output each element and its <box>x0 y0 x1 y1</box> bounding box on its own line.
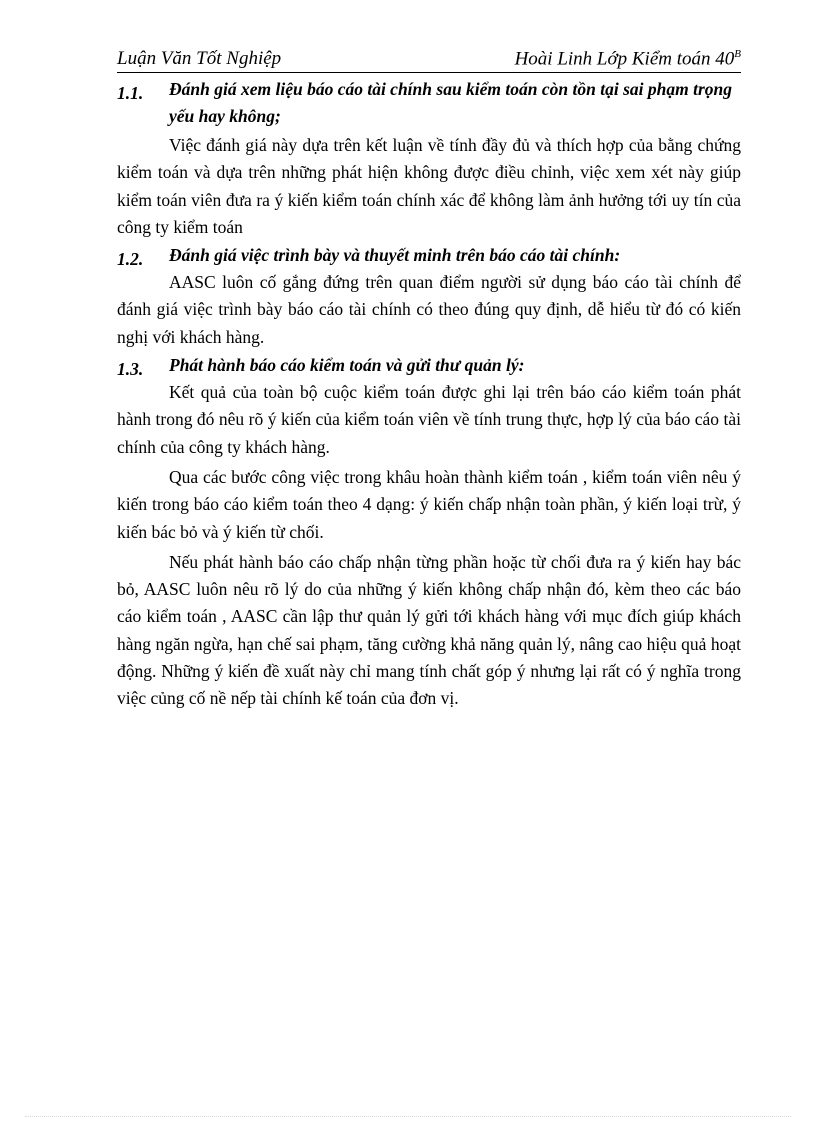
section-heading <box>117 242 741 269</box>
section-1-2 <box>117 242 741 351</box>
section-number: 1.2. <box>117 249 144 270</box>
section-1-1 <box>117 76 741 241</box>
header-left-text: Luận Văn Tốt Nghiệp <box>117 48 282 69</box>
paragraph: AASC luôn cố gắng đứng trên quan điểm người sử dụng báo cáo tài chính để đánh giá việc trình bày báo cáo tài chính có theo đúng quy định, dễ hiểu từ đó có kiến nghị với khách hàng. <box>117 272 741 347</box>
section-1-3 <box>117 352 741 713</box>
document-body <box>117 72 741 713</box>
paragraph: Qua các bước công việc trong khâu hoàn thành kiểm toán , kiểm toán viên nêu ý kiến trong báo cáo kiểm toán theo 4 dạng: ý kiến chấp nhận toàn phần, ý kiến loại trừ, ý kiến bác bỏ và ý kiến từ chối. <box>117 466 741 542</box>
section-number: 1.1. <box>117 83 144 103</box>
paragraph: Kết quả của toàn bộ cuộc kiểm toán được ghi lại trên báo cáo kiểm toán phát hành trong đó nêu rõ ý kiến của kiểm toán viên về tính trung thực, hợp lý của báo cáo tài chính của công ty khách hàng. <box>117 382 741 457</box>
section-title: Đánh giá xem liệu báo cáo tài chính sau kiểm toán còn tồn tại sai phạm trọng yếu hay không; <box>169 79 733 126</box>
footer-divider <box>25 1116 791 1117</box>
section-number: 1.3. <box>117 359 144 380</box>
section-heading <box>117 352 741 379</box>
header-right-main: Hoài Linh Lớp Kiểm toán 40 <box>514 48 735 70</box>
paragraph: Việc đánh giá này dựa trên kết luận về tính đầy đủ và thích hợp của bằng chứng kiểm toán và dựa trên những phát hiện không được điều chỉnh, việc xem xét này giúp kiểm toán viên đưa ra ý kiến kiểm toán chính xác để không làm ảnh hưởng tới uy tín của công ty kiểm toán <box>117 135 741 237</box>
page-header <box>117 48 741 73</box>
section-heading <box>117 76 741 130</box>
header-right-text <box>515 48 741 70</box>
section-title: Phát hành báo cáo kiểm toán và gửi thư quản lý: <box>169 355 525 376</box>
section-title: Đánh giá việc trình bày và thuyết minh trên báo cáo tài chính: <box>169 245 621 266</box>
paragraph: Nếu phát hành báo cáo chấp nhận từng phần hoặc từ chối đưa ra ý kiến hay bác bỏ, AASC luôn nêu rõ lý do của những ý kiến không chấp nhận đó, kèm theo các báo cáo kiểm toán , AASC cần lập thư quản lý gửi tới khách hàng với mục đích giúp khách hàng ngăn ngừa, hạn chế sai phạm, tăng cường khả năng quản lý, nâng cao hiệu quả hoạt động. Những ý kiến đề xuất này chỉ mang tính chất góp ý nhưng lại rất có ý nghĩa trong việc củng cố nề nếp tài chính kế toán của đơn vị. <box>117 551 741 709</box>
header-right-superscript: B <box>734 48 741 60</box>
